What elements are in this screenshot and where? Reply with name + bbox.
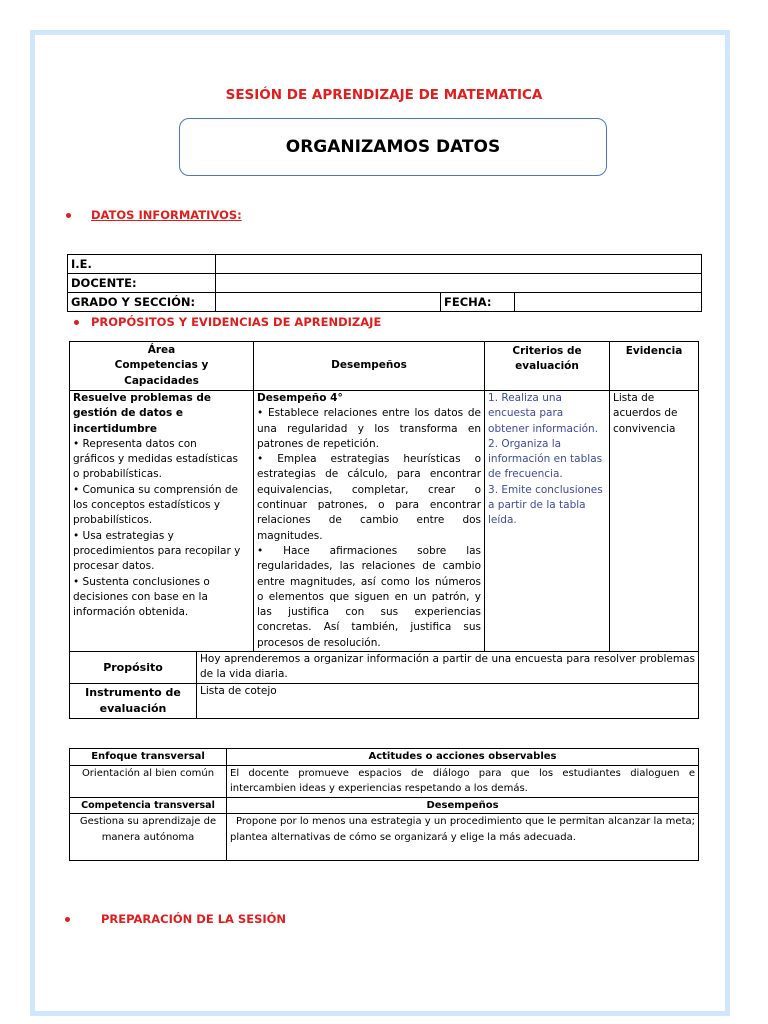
- bullet-icon: [74, 320, 79, 325]
- table-header-row: [70, 797, 699, 814]
- table-row: [68, 274, 702, 293]
- desempenos-header: Desempeños: [227, 797, 699, 814]
- ie-label: I.E.: [68, 255, 216, 274]
- capacidad-item: • Representa datos con gráficos y medidas estadísticas o probabilísticas.: [73, 437, 239, 481]
- header-desempenos: Desempeños: [254, 342, 485, 391]
- proposito-label: Propósito: [70, 652, 197, 684]
- criterio-item: 3. Emite conclusiones a partir de la tabla leída.: [488, 483, 603, 527]
- bullet-icon: [65, 917, 70, 922]
- table-header-row: [70, 749, 699, 766]
- competencia-title: Resuelve problemas de gestión de datos e incertidumbre: [73, 392, 211, 435]
- evidencia-cell: Lista de acuerdos de convivencia: [610, 391, 699, 652]
- capacidad-item: • Comunica su comprensión de los conceptos estadísticos y probabilísticos.: [73, 483, 238, 527]
- session-title: SESIÓN DE APRENDIZAJE DE MATEMATICA: [225, 87, 543, 103]
- fecha-label: FECHA:: [441, 293, 515, 312]
- competencia-value: Gestiona su aprendizaje de manera autónoma: [70, 814, 227, 861]
- actitud-value: El docente promueve espacios de diálogo para que los estudiantes dialoguen e intercambien ideas y experiencias respetando a los demás.: [227, 765, 699, 797]
- table-row: [70, 652, 699, 684]
- capacidad-item: • Sustenta conclusiones o decisiones con base en la información obtenida.: [73, 575, 210, 619]
- header-evidencia: Evidencia: [610, 342, 699, 391]
- criterio-item: 2. Organiza la información en tablas de frecuencia.: [488, 437, 603, 481]
- actitudes-header: Actitudes o acciones observables: [227, 749, 699, 766]
- desempeno-item: • Establece relaciones entre los datos de una regularidad y los transforma en patrones de repetición.: [257, 407, 482, 450]
- ie-value: [216, 255, 702, 274]
- criterio-item: 1. Realiza una encuesta para obtener información.: [488, 392, 599, 435]
- desempeno-item: • Emplea estrategias heurísticas o estrategias de cálculo, para encontrar equivalencias, completar, crear o continuar patrones, o para encontrar relaciones de cambio entre dos magnitudes.: [257, 453, 482, 542]
- capacidad-item: • Usa estrategias y procedimientos para recopilar y procesar datos.: [73, 529, 241, 573]
- competencias-cell: [70, 391, 254, 652]
- criterios-cell: [485, 391, 610, 652]
- table-row: [68, 293, 702, 312]
- header-area: Área Competencias y Capacidades: [70, 342, 254, 391]
- enfoque-header: Enfoque transversal: [70, 749, 227, 766]
- docente-label: DOCENTE:: [68, 274, 216, 293]
- table-row: [70, 391, 699, 652]
- table-row: [70, 814, 699, 861]
- header-criterios: Criterios de evaluación: [485, 342, 610, 391]
- desempeno-value: Propone por lo menos una estrategia y un procedimiento que le permitan alcanzar la meta; plantea alternativas de cómo se organizará y elige la más adecuada.: [227, 814, 699, 861]
- purpose-table: [69, 341, 699, 719]
- docente-value: [216, 274, 702, 293]
- section-propositos: PROPÓSITOS Y EVIDENCIAS DE APRENDIZAJE: [91, 315, 381, 329]
- grado-value: [216, 293, 441, 312]
- enfoque-value: Orientación al bien común: [70, 765, 227, 797]
- transversal-table: [69, 748, 699, 861]
- desempeno-item: • Hace afirmaciones sobre las regularidades, las relaciones de cambio entre magnitudes, así como los números o elementos que siguen en un patrón, y las justifica con sus experiencias concretas. Así también, justifica sus procesos de resolución.: [257, 544, 482, 649]
- table-row: [68, 255, 702, 274]
- instrumento-text: Lista de cotejo: [197, 683, 699, 718]
- bullet-icon: [66, 213, 71, 218]
- competencia-header: Competencia transversal: [70, 797, 227, 814]
- instrumento-label: Instrumento de evaluación: [70, 683, 197, 718]
- proposito-text: Hoy aprenderemos a organizar información a partir de una encuesta para resolver problemas de la vida diaria.: [197, 652, 699, 684]
- table-row: [70, 683, 699, 718]
- desempenos-cell: [254, 391, 485, 652]
- section-datos-informativos: DATOS INFORMATIVOS:: [91, 208, 242, 222]
- subject-box: [179, 118, 607, 176]
- table-header-row: [70, 342, 699, 391]
- desempeno-title: Desempeño 4°: [257, 392, 343, 404]
- grado-label: GRADO Y SECCIÓN:: [68, 293, 216, 312]
- subject-title: ORGANIZAMOS DATOS: [285, 137, 501, 157]
- fecha-value: [515, 293, 702, 312]
- table-row: [70, 765, 699, 797]
- section-preparacion: PREPARACIÓN DE LA SESIÓN: [101, 912, 286, 926]
- info-table: [67, 254, 702, 312]
